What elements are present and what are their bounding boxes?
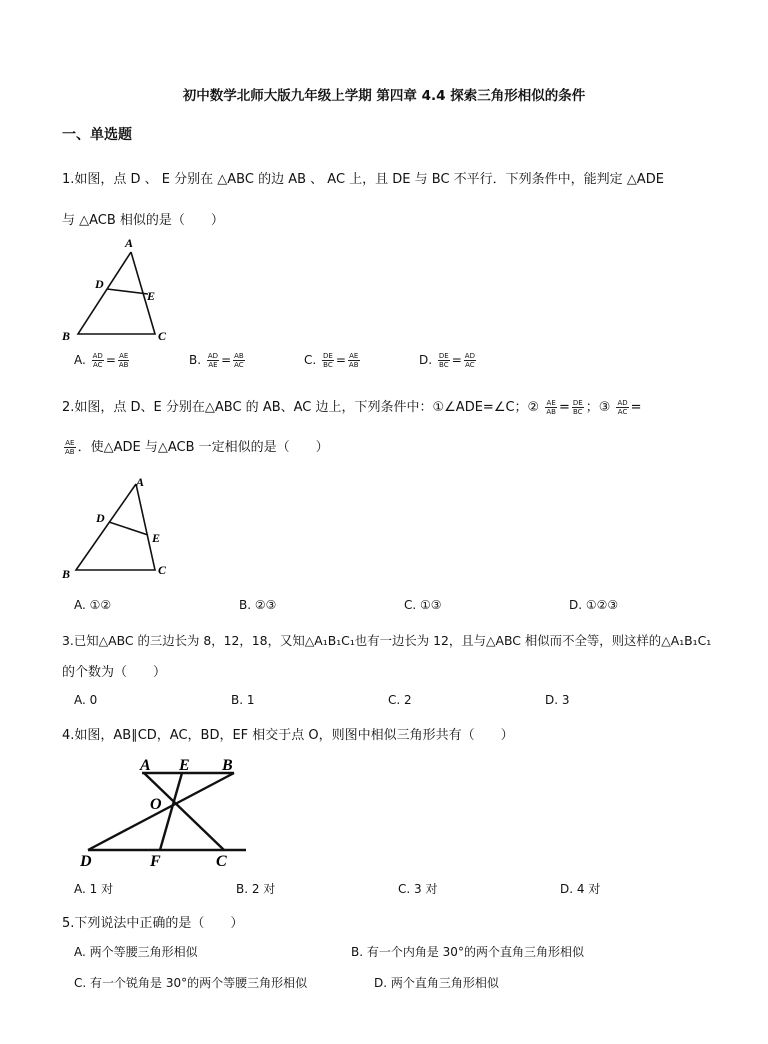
q2-option-d[interactable]: D. ①②③ (569, 598, 619, 612)
question-2-line-1: 2.如图，点 D、E 分别在△ABC 的 AB、AC 边上，下列条件中：①∠ADE=∠C；② $\frac{AE}{AB}$ = $\frac{DE}{BC}$ ；③ $\frac{AD}{AC}$ = (62, 399, 642, 416)
fig2-label-c: C (158, 563, 167, 577)
q3-option-b[interactable]: B. 1 (231, 693, 255, 707)
fig4-label-a: A (140, 757, 151, 774)
question-3-line-1: 3.已知△ABC 的三边长为 8，12，18，又知△A₁B₁C₁也有一边长为 12，且与△ABC 相似而不全等，则这样的△A₁B₁C₁ (62, 633, 712, 648)
question-1-figure (58, 236, 178, 344)
question-2-figure (58, 472, 178, 582)
q1-option-b[interactable]: B. $\frac{AD}{AE}$ = $\frac{AB}{AC}$ (189, 352, 244, 369)
q3-option-c[interactable]: C. 2 (388, 693, 412, 707)
q4-option-a[interactable]: A. 1 对 (74, 882, 114, 896)
question-3-line-2: 的个数为（ ） (62, 665, 167, 680)
q1-option-c[interactable]: C. $\frac{DE}{BC}$ = $\frac{AE}{AB}$ (304, 352, 359, 369)
fig1-label-c: C (158, 329, 167, 343)
fig4-label-e: E (179, 757, 190, 774)
fig2-label-e: E (152, 531, 161, 545)
q5-option-b[interactable]: B. 有一个内角是 30°的两个直角三角形相似 (351, 945, 584, 959)
section-heading: 一、单选题 (62, 127, 132, 143)
page-title: 初中数学北师大版九年级上学期 第四章 4.4 探索三角形相似的条件 (182, 88, 586, 104)
fig1-label-e: E (147, 289, 156, 303)
q1-option-a[interactable]: A. $\frac{AD}{AC}$ = $\frac{AE}{AB}$ (74, 352, 129, 369)
fig1-label-d: D (95, 277, 104, 291)
fig2-label-a: A (136, 475, 145, 489)
q4-option-b[interactable]: B. 2 对 (236, 882, 276, 896)
q2-option-c[interactable]: C. ①③ (404, 598, 442, 612)
question-1-line-1: 1.如图，点 D 、 E 分别在 △ABC 的边 AB 、 AC 上，且 DE 与 BC 不平行．下列条件中，能判定 △ADE (62, 172, 664, 187)
q3-option-d[interactable]: D. 3 (545, 693, 570, 707)
q3-option-a[interactable]: A. 0 (74, 693, 98, 707)
fig1-label-a: A (125, 236, 134, 250)
question-4-figure (74, 752, 254, 872)
fig2-label-d: D (96, 511, 105, 525)
question-2-line-2: $\frac{AE}{AB}$ ．使△ADE 与△ACB 一定相似的是（ ） (65, 439, 329, 456)
fig1-label-b: B (62, 329, 71, 343)
fig4-label-b: B (222, 757, 233, 774)
q2-option-b[interactable]: B. ②③ (239, 598, 277, 612)
q4-option-d[interactable]: D. 4 对 (560, 882, 601, 896)
question-1-line-2: 与 △ACB 相似的是（ ） (62, 213, 224, 228)
fig4-label-f: F (150, 853, 161, 870)
question-4-line-1: 4.如图，AB∥CD，AC，BD，EF 相交于点 O，则图中相似三角形共有（ ） (62, 728, 514, 743)
fig4-label-d: D (80, 853, 92, 870)
fig2-label-b: B (62, 567, 71, 581)
fig4-label-o: O (150, 796, 162, 813)
fig4-label-c: C (216, 853, 227, 870)
q4-option-c[interactable]: C. 3 对 (398, 882, 438, 896)
q5-option-c[interactable]: C. 有一个锐角是 30°的两个等腰三角形相似 (74, 976, 308, 990)
q1-option-d[interactable]: D. $\frac{DE}{BC}$ = $\frac{AD}{AC}$ (419, 352, 475, 369)
q5-option-d[interactable]: D. 两个直角三角形相似 (374, 976, 499, 990)
q5-option-a[interactable]: A. 两个等腰三角形相似 (74, 945, 198, 959)
q2-option-a[interactable]: A. ①② (74, 598, 112, 612)
question-5-line-1: 5.下列说法中正确的是（ ） (62, 916, 244, 931)
